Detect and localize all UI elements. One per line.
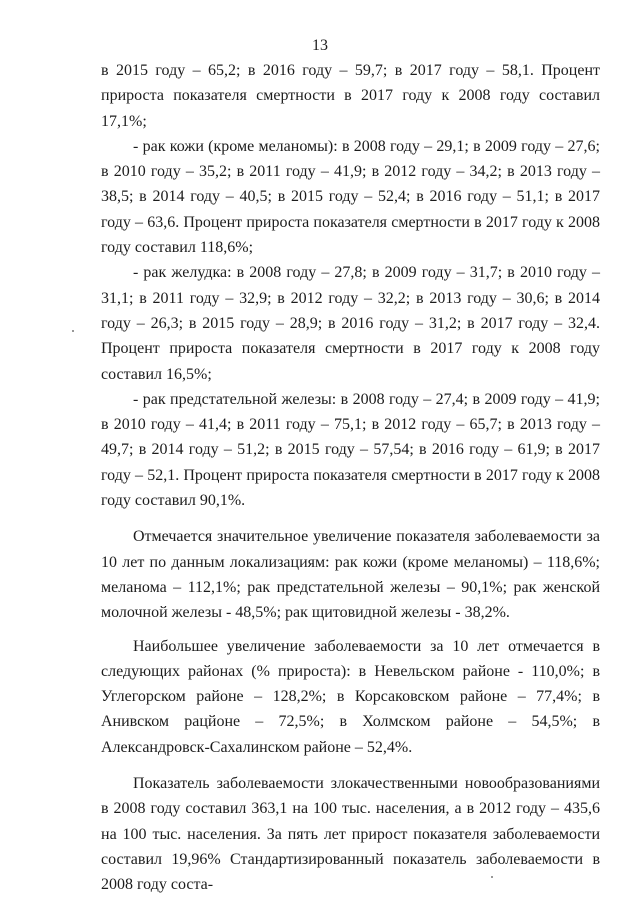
paragraph-mortality-continuation: в 2015 году – 65,2; в 2016 году – 59,7; в 2017 году – 58,1. Процент прироста показателя смертности в 2017 году к 2008 году составил 17,1%; (101, 62, 600, 130)
page-number: 13 (312, 37, 328, 54)
paragraph-incidence-rate: Показатель заболеваемости злокачественными новообразованиями в 2008 году составил 363,1 на 100 тыс. населения, а в 2012 году – 435,6 на 100 тыс. населения. За пять лет прирост показателя заболеваемости составил 19,96% Стандартизированный показатель заболеваемости в 2008 году соста- (101, 775, 600, 894)
document-body (101, 58, 600, 898)
paragraph-stomach-cancer-mortality: - рак желудка: в 2008 году – 27,8; в 2009 году – 31,7; в 2010 году – 31,1; в 2011 году – 32,9; в 2012 году – 32,2; в 2013 году – 30,6; в 2014 году – 26,3; в 2015 году – 28,9; в 2016 году – 31,2; в 2017 году – 32,4. Процент прироста показателя смертности в 2017 году к 2008 году составил 16,5%; (101, 264, 600, 383)
paragraph-skin-cancer-mortality: - рак кожи (кроме меланомы): в 2008 году – 29,1; в 2009 году – 27,6; в 2010 году – 35,2; в 2011 году – 41,9; в 2012 году – 34,2; в 2013 году – 38,5; в 2014 году – 40,5; в 2015 году – 52,4; в 2016 году – 51,1; в 2017 году – 63,6. Процент прироста показателя смертности в 2017 году к 2008 году составил 118,6%; (101, 137, 600, 257)
paragraph-incidence-increase-by-district: Наибольшее увеличение заболеваемости за 10 лет отмечается в следующих районах (% прироста): в Невельском районе - 110,0%; в Углегорском районе – 128,2%; в Корсаковском районе – 77,4%; в Анивском рацйоне – 72,5%; в Холмском районе – 54,5%; в Александровск-Сахалинском районе – 52,4%. (101, 637, 600, 756)
scan-speck (72, 330, 74, 332)
paragraph-incidence-increase-by-site: Отмечается значительное увеличение показателя заболеваемости за 10 лет по данным локализациям: рак кожи (кроме меланомы) – 118,6%; меланома – 112,1%; рак предстательной железы – 90,1%; рак женской молочной железы - 48,5%; рак щитовидной железы - 38,2%. (101, 528, 600, 622)
scan-speck (491, 876, 493, 878)
paragraph-prostate-cancer-mortality: - рак предстательной железы: в 2008 году – 27,4; в 2009 году – 41,9; в 2010 году – 41,4; в 2011 году – 75,1; в 2012 году – 65,7; в 2013 году – 49,7; в 2014 году – 51,2; в 2015 году – 57,54; в 2016 году – 61,9; в 2017 году – 52,1. Процент прироста показателя смертности в 2017 году к 2008 году составил 90,1%. (101, 390, 600, 510)
